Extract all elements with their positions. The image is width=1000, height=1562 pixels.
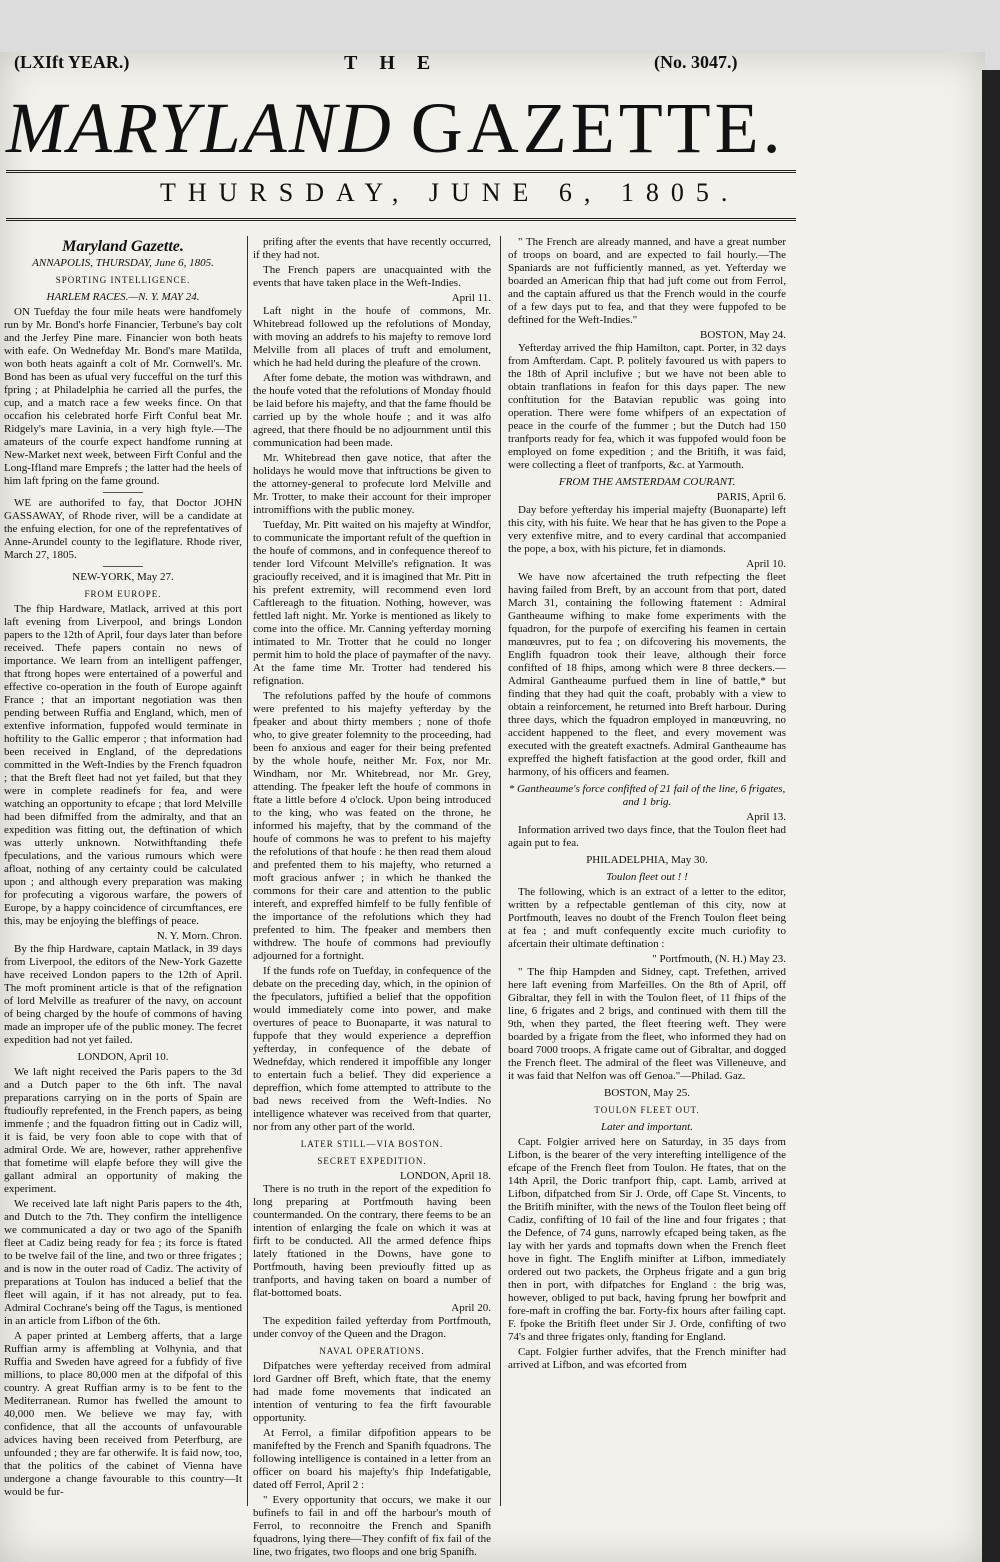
paragraph: We received late laft night Paris papers to the 4th, and Dutch to the 7th. They confirm the intelligence we communicated a day or two ago of the Spanifh fleet at Cadiz being ready for fea ; its force is ftated to be twelve fail of the line, and two or three frigates ; and is now in the outer road of Cadiz. The activity of preparations at Toulon has induced a belief that the fleet will again, if it has not already, put to fea. Admiral Cochrane's being off the Tagus, is mentioned in an article from Lifbon of the 6th. — [4, 1198, 242, 1327]
dateline: " Portfmouth, (N. H.) May 23. — [652, 953, 786, 965]
issue-date: THURSDAY, JUNE 6, 1805. — [160, 178, 740, 207]
subheading: Later and important. — [601, 1121, 693, 1133]
dateline: April 13. — [746, 811, 786, 823]
subheading: FROM THE AMSTERDAM COURANT. — [558, 476, 736, 488]
paragraph: " Every opportunity that occurs, we make it our bufinefs to fail in and off the harbour's mouth of Ferrol, to reconnoitre the French and Spanifh fquadrons, lying there—They confift of fix fail of the line, two frigates, two floops and one brig Spanifh. — [253, 1494, 491, 1558]
masthead-rule — [6, 170, 796, 173]
heading: LATER STILL—VIA BOSTON. — [300, 1139, 444, 1149]
paragraph: ON Tuefday the four mile heats were handfomely run by Mr. Bond's horfe Financier, Terbune's bay colt and the Jerfey Pine mare. Financier won both heats with eafe. On Wednefday Mr. Bond's mare Matilda, won both heats againft a colt of Mr. Cornwell's. Mr. Bond has been as ufual very fuccefful on the turf this fpring ; at Philadelphia he carried all the purfes, the cup, and a match race a few weeks fince. On that occafion his celebrated horfe Firft Conful beat Mr. Ridgely's mare Lavinia, in a very high ftyle.—The amateurs of the courfe expect handfome running at New-Market next week, between Firft Conful and the Long-Ifland mare Emprefs ; the latter had the heels of him laft fpring on the fame ground. — [4, 306, 242, 487]
column-2 — [253, 236, 491, 1558]
footnote: * Gantheaume's force confifted of 21 fail of the line, 6 frigates, and 1 brig. — [508, 783, 786, 808]
paragraph: Mr. Whitebread then gave notice, that after the holidays he would move that inftructions be given to the attorney-general to profecute lord Melville and Mr. Trotter, to make their account for their improper intromiffions with the public money. — [253, 452, 491, 516]
paragraph: Day before yefterday his imperial majefty (Buonaparte) left this city, with his fuite. We hear that he has given to the Pope a very extenfive mitre, and to every cardinal that accompanied the pope, a box, with his picture, fet in diamonds. — [508, 504, 786, 555]
paragraph: We laft night received the Paris papers to the 3d and a Dutch paper to the 6th inft. The naval preparations carrying on in the ports of Spain are ftudioufly reprefented, in the French papers, as being immenfe ; and the fquadron fitting out in Cadiz will, it is faid, be very foon able to cope with that of admiral Orde. We are, however, rather apprehenfive that fometime will elapfe before they will give the gallant admiral an opportunity of making the experiment. — [4, 1066, 242, 1195]
newspaper-title — [6, 78, 786, 178]
masthead-the: THE — [344, 52, 453, 74]
section-title: Maryland Gazette. — [62, 238, 184, 255]
title-gazette: GAZETTE. — [410, 88, 785, 168]
paragraph: Tuefday, Mr. Pitt waited on his majefty at Windfor, to communicate the important refult of the queftion in the houfe of commons, and in confequence thereof to tender lord Vifcount Melville's refignation. It was gracioufly received, and it is imagined that Mr. Pitt in his prefent extremity, will recommend even lord Caftlereagh to the fituation. Nothing, however, was fettled laft night. Mr. Yorke is mentioned as likely to come into the office. Mr. Canning yefterday morning intimated to Mr. Trotter that he could no longer permit him to hold the place of paymafter of the navy. At the fame time Mr. Trotter had tendered his refignation. — [253, 519, 491, 687]
paragraph: The following, which is an extract of a letter to the editor, written by a refpectable gentleman of this city, now at Portfmouth, leaves no doubt of the French Toulon fleet being at fea ; and muft confequently excite much curiofity to afcertain their ultimate deftination : — [508, 886, 786, 950]
date-rule — [6, 218, 796, 221]
subheading: FROM EUROPE. — [84, 589, 162, 599]
paragraph: WE are authorifed to fay, that Doctor JOHN GASSAWAY, of Rhode river, will be a candidate at the enfuing election, for one of the reprefentatives of Anne-Arundel county to the legiflature. Rhode river, March 27, 1805. — [4, 497, 242, 561]
dateline: April 10. — [746, 558, 786, 570]
separator — [103, 492, 143, 493]
dateline: PARIS, April 6. — [716, 491, 786, 503]
paragraph: Difpatches were yefterday received from admiral lord Gardner off Breft, which ftate, that the enemy had made fome movements that indicated an intention of venturing to fea the firft favourable opportunity. — [253, 1360, 491, 1424]
dateline: BOSTON, May 24. — [700, 329, 786, 341]
separator — [103, 566, 143, 567]
paragraph: prifing after the events that have recently occurred, if they had not. — [253, 236, 491, 261]
dateline: ANNAPOLIS, THURSDAY, June 6, 1805. — [32, 257, 214, 269]
paragraph: The refolutions paffed by the houfe of commons were prefented to his majefty yefterday by the fpeaker and about thirty members ; none of thofe who, to give greater folemnity to the proceeding, had been fo anxious and eager for their being prefented by the whole houfe, neither Mr. Fox, nor Mr. Windham, nor Mr. Whitebread, nor Mr. Grey, attending. The fpeaker left the houfe of commons in ftate a little before 4 o'clock. Upon being introduced to the king, who was feated on the throne, he informed his majefty, that by the command of the houfe of commons he was to prefent to his majefty the refolutions of that houfe : he then read them aloud and prefented them to his majefty, who returned a moft gracious anfwer ; in which he thanked the commons for their care and attention to the public intereft, and expreffed himfelf to be fully fenfible of the importance of the refolutions which they had prefented to him. The fpeaker and members then withdrew. The houfe of commons had previoufly adjourned for a fortnight. — [253, 690, 491, 962]
subheading: Toulon fleet out ! ! — [606, 871, 688, 883]
dateline: BOSTON, May 25. — [604, 1087, 690, 1099]
paragraph: A paper printed at Lemberg afferts, that a large Ruffian army is affembling at Volhynia, and that Ruffia and Sweden have agreed for a fubfidy of five millions, to place 80,000 men at the difpofal of this country. A great Ruffian army is to be fent to the Mediterranean. Rumor has fwelled the amount to 40,000 men. We believe we may fay, with confidence, that all the accounts of unfavourable advices having been received from Peterfburg, are unfounded ; they are far otherwife. It is faid now, too, that the politics of the cabinet of Vienna have undergone a change favourable to this country—It would be fur- — [4, 1330, 242, 1498]
heading: TOULON FLEET OUT. — [594, 1105, 700, 1115]
paragraph: " The French are already manned, and have a great number of troops on board, and are expected to fail hourly.—The Spaniards are not fufficiently manned, as yet. Yefterday we boarded an American fhip that had juft come out from Ferrol, and the captain affured us that the French would in the courfe of a few days put to fea, and that they were fuppofed to be deftined for the Weft-Indies." — [508, 236, 786, 326]
dateline: LONDON, April 10. — [77, 1051, 169, 1063]
heading: NAVAL OPERATIONS. — [319, 1346, 425, 1356]
paragraph: The fhip Hardware, Matlack, arrived at this port laft evening from Liverpool, and brings London papers to the 12th of April, four days later than before received. Thefe papers contain no news of importance. We learn from an intelligent paffenger, that ftrong hopes were entertained of a powerful and effective co-operation in the fouth of Europe againft France ; that an important negotiation was then pending between Ruffia and England, which, men of extenfive information, fuppofed would terminate in hoftility to the Gallic emperor ; that information had been received in England, of the depredations committed in the Weft-Indies by the French fquadron ; that the Breft fleet had not yet failed, but that they were in complete readinefs for fea, and were watching an opportunity to efcape ; that lord Melville had been difmiffed from the admiralty, and that an expedition was fitting out, the deftination of which was utterly unknown. Notwithftanding thefe fpeculations, and the various rumours which were afloat, nothing of any certainty could be calculated upon ; and although every preparation was making for profecuting a vigorous warfare, the powers of Europe, by a happy coincidence of circumftances, ere this, may be enjoying the bleffings of peace. — [4, 603, 242, 927]
paragraph: After fome debate, the motion was withdrawn, and the houfe voted that the refolutions of Monday fhould be laid before his majefty, and that the fame fhould be carried up by the whole houfe ; and it was alfo agreed, that there fhould be no adjournment until this communication had been made. — [253, 372, 491, 449]
volume-year: (LXIft YEAR.) — [14, 52, 130, 72]
paragraph: The French papers are unacquainted with the events that have taken place in the Weft-Indies. — [253, 264, 491, 289]
paragraph: Capt. Folgier further advifes, that the French minifter had arrived at Lifbon, and was efcorted from — [508, 1346, 786, 1371]
dateline: April 20. — [451, 1302, 491, 1314]
paragraph: Yefterday arrived the fhip Hamilton, capt. Porter, in 32 days from Amfterdam. Capt. P. politely favoured us with papers to the 18th of April inclufive ; but we have not been able to obtain tranflations in feafon for this days paper. The new conftitution for the Batavian republic was going into operation. There were fome whifpers of an expectation of peace in the courfe of the fummer ; but the Dutch had 150 tranfports ready for fea, which it was fuppofed would foon be employed on fome expedition ; and the Britifh, it was faid, were collecting a fleet of tranfports, &c. at Yarmouth. — [508, 342, 786, 471]
dateline: NEW-YORK, May 27. — [72, 571, 174, 583]
subheading: HARLEM RACES.—N. Y. MAY 24. — [46, 291, 200, 303]
paragraph: By the fhip Hardware, captain Matlack, in 39 days from Liverpool, the editors of the New-York Gazette have received London papers to the 12th of April. The moft prominent article is that of the refignation of lord Melville as treafurer of the navy, on account of being charged by the houfe of commons of having made an improper ufe of the public money. The fecret expedition had not yet failed. — [4, 943, 242, 1046]
column-3 — [508, 236, 786, 1506]
paragraph: Laft night in the houfe of commons, Mr. Whitebread followed up the refolutions of Monday, with moving an addrefs to his majefty to remove lord Melville from all places of truft and emolument, which he had held during the pleafure of the crown. — [253, 305, 491, 369]
dateline: LONDON, April 18. — [399, 1170, 491, 1182]
paragraph: " The fhip Hampden and Sidney, capt. Trefethen, arrived here laft evening from Marfeilles. On the 8th of April, off Gibraltar, they fell in with the Toulon fleet, of 11 fhips of the line, 6 frigates and 2 brigs, and continued with them till the 9th, when they parted, the fleet fteering weft. They were boarded by a frigate from the fleet, who informed they had on board 7000 troops. A frigate came out of Gibraltar, and dogged the French fleet. The admiral of the fleet was Villeneuve, and it was faid that Nelfon was off Genoa."—Philad. Gaz. — [508, 966, 786, 1082]
column-1 — [4, 236, 242, 1506]
paragraph: Information arrived two days fince, that the Toulon fleet had again put to fea. — [508, 824, 786, 849]
paragraph: Capt. Folgier arrived here on Saturday, in 35 days from Lifbon, is the bearer of the very interefting intelligence of the efcape of the French fleet from Toulon. He ftates, that on the 14th April, the Doric tranfport fhip, capt. Lamb, arrived at Lifbon, difpatched from Sir J. Orde, off Cape St. Vincents, to the Britifh minifter, with the news of the Toulon fleet being off Cadiz, confifting of 10 fail of the line and four frigates ; that the Defence, of 74 guns, narrowly efcaped being taken, as fhe lay with her yards and topmafts down when the French fleet hove in fight. The Englifh minifter at Lifbon, immediately ordered out two packets, the Orpheus frigate and a gun brig then in port, with difpatches for England : the brig was, however, obliged to put back, having fprung her bowfprit and fore-maft in croffing the bar. Forty-fix hours after failing capt. F. fpoke the Britifh fleet under Sir J. Orde, confifting of two 74's and three frigates only, ftanding for England. — [508, 1136, 786, 1343]
column-rule — [247, 236, 248, 1506]
paragraph: There is no truth in the report of the expedition fo long preparing at Portfmouth having been countermanded. On the contrary, there feems to be an intention of enlarging the fcale on which it was at firft to be conducted. All the armed defence fhips lately ftationed in the Downs, have gone to Portfmouth, having been previoufly fitted up as tranfports, and having taken on board a number of flat-bottomed boats. — [253, 1183, 491, 1299]
paragraph: We have now afcertained the truth refpecting the fleet having failed from Breft, by an account from that port, dated March 31, containing the following ftatement : Admiral Gantheaume wifhing to make fome experiments with the fquadron, for the purpofe of exercifing his feamen in certain manœuvres, put to fea ; on difcovering his movements, the Englifh fquadron took their leave, although their force confifted of 18 fhips, among which were 8 three deckers.— Admiral Gantheaume purfued them in line of battle,* but finding that they had quit the coaft, probably with a view to obtain a reinforcement, he returned into Breft harbour. During three days, which the fquadron employed in manœuvring, no accident happened to the fleet, and every movement was executed with the greateft exactnefs. Admiral Gantheaume has expreffed the higheft fatisfaction at the good order, fkill and harmony, of his officers and feamen. — [508, 571, 786, 778]
paragraph: The expedition failed yefterday from Portfmouth, under convoy of the Queen and the Dragon. — [253, 1315, 491, 1340]
paragraph: If the funds rofe on Tuefday, in confequence of the debate on the preceding day, which, in the opinion of the fpeculators, juftified a belief that the oppofition would immediately come into power, and make overtures of peace to Buonaparte, it was natural to fuppofe that they would experience a depreffion yefterday, in confequence of the debate of Wednefday, which rendered it impoffible any longer to entertain fuch a belief. They did experience a depreffion, which fome attempted to attribute to the bad news received from the Weft-Indies. No intelligence whatever was received from that quarter, nor from any other part of the world. — [253, 965, 491, 1133]
paragraph: At Ferrol, a fimilar difpofition appears to be manifefted by the French and Spanifh fquadrons. The following intelligence is contained in a letter from an officer on board his majefty's fhip Indefatigable, dated off Ferrol, April 2 : — [253, 1427, 491, 1491]
column-rule — [500, 236, 501, 1506]
dateline: PHILADELPHIA, May 30. — [586, 854, 708, 866]
heading: SECRET EXPEDITION. — [317, 1156, 427, 1166]
book-binding — [982, 70, 1000, 1562]
source: N. Y. Morn. Chron. — [156, 930, 242, 942]
title-maryland: MARYLAND — [6, 88, 393, 168]
issue-number: (No. 3047.) — [654, 52, 738, 72]
dateline: April 11. — [451, 292, 491, 304]
heading: SPORTING INTELLIGENCE. — [55, 275, 191, 285]
